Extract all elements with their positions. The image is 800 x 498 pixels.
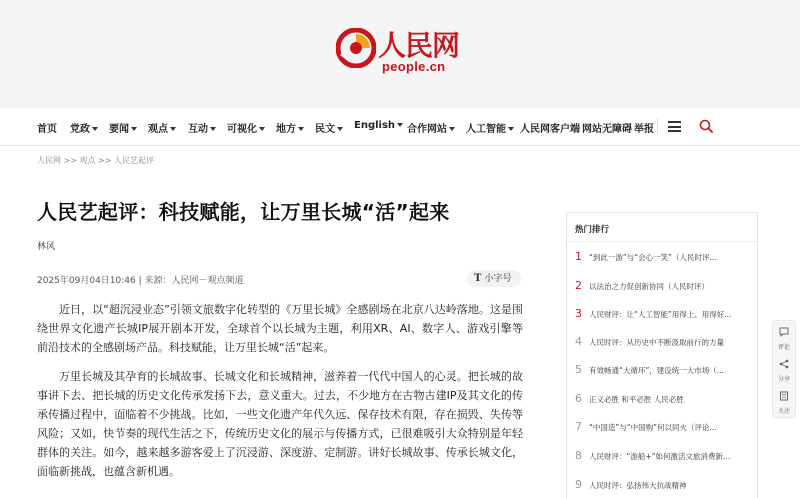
logo-text-en: people.cn (382, 59, 446, 74)
nav-item-interaction[interactable]: 互动 (188, 120, 216, 135)
hot-ranking-panel (566, 212, 758, 498)
font-size-toggle-button[interactable] (467, 270, 521, 287)
search-icon[interactable] (699, 119, 713, 133)
nav-item-report[interactable]: 举报 (634, 124, 654, 135)
nav-item-english[interactable]: English (354, 120, 403, 131)
hot-item[interactable]: 2 以法治之力促创新协同（人民时评） (575, 279, 709, 292)
chevron-down-icon (131, 127, 137, 131)
people-logo[interactable] (336, 22, 466, 80)
hot-item[interactable]: 4 人民时评：从历史中不断汲取前行的力量 (575, 335, 724, 348)
chevron-down-icon (397, 123, 403, 127)
hot-ranking-title: 热门排行 (575, 225, 610, 235)
follow-icon (779, 391, 789, 401)
side-toolbar (772, 320, 796, 418)
article-paragraph: 近日，以“超沉浸业态”引领文旅数字化转型的《万里长城》全感剧场在北京八达岭落地。这是围绕世界文化遗产长城IP展开剧本开发，全球首个以长城为主题，利用XR、AI、数字人、游戏引擎等前沿技术的全感剧场产品。科技赋能，让万里长城“活”起来。 (37, 303, 523, 354)
chevron-down-icon (210, 127, 216, 131)
chevron-down-icon (92, 127, 98, 131)
chevron-down-icon (259, 127, 265, 131)
hot-item[interactable]: 6 正义必胜 和平必胜 人民必胜 (575, 392, 684, 405)
logo-text-cn: 人民网 (378, 29, 460, 62)
hot-item[interactable]: 8 人民财评：“游船+”如何激活文旅消费新... (575, 449, 731, 462)
text-size-icon: T (474, 273, 482, 284)
hamburger-menu-icon[interactable] (668, 121, 681, 132)
nav-item-news[interactable]: 要闻 (109, 120, 137, 135)
chevron-down-icon (337, 127, 343, 131)
comment-icon (779, 327, 789, 337)
nav-item-partners[interactable]: 合作网站 (407, 120, 455, 135)
chevron-down-icon (449, 127, 455, 131)
nav-item-opinion[interactable]: 观点 (148, 120, 176, 135)
nav-item-visual[interactable]: 可视化 (227, 120, 265, 135)
nav-item-home[interactable]: 首页 (37, 124, 57, 135)
hot-item[interactable]: 5 有效畅通“大循环”，建设统一大市场（... (575, 363, 724, 376)
hot-item[interactable]: 3 人民财评：让“人工智能”用得上、用得好... (575, 307, 732, 320)
article-title: 人民艺起评：科技赋能，让万里长城“活”起来 (37, 200, 450, 224)
article-body (37, 300, 523, 491)
divider (567, 241, 757, 242)
nav-item-ai[interactable]: 人工智能 (466, 120, 514, 135)
hot-item[interactable]: 1 “到此一游”与“会心一笑”（人民时评... (575, 250, 717, 263)
follow-button[interactable]: 关注 (773, 387, 795, 417)
share-button[interactable]: 分享 (773, 355, 795, 385)
hot-item[interactable]: 7 “中国造”与“中国购”何以同火（评论... (575, 420, 717, 433)
chevron-down-icon (170, 127, 176, 131)
nav-item-accessibility[interactable]: 网站无障碍 (582, 124, 632, 135)
logo-swirl-icon (336, 28, 376, 68)
article-author: 林风 (37, 242, 56, 252)
comment-button[interactable]: 评论 (773, 323, 795, 353)
chevron-down-icon (298, 127, 304, 131)
nav-divider (657, 118, 658, 134)
breadcrumb[interactable]: 人民网 >> 观点 >> 人民艺起评 (37, 156, 154, 165)
nav-item-client[interactable]: 人民网客户端 (520, 124, 580, 135)
share-icon (779, 359, 789, 369)
hot-item[interactable]: 9 人民时评：弘扬伟大抗战精神 (575, 478, 687, 491)
logo-band (0, 0, 800, 108)
chevron-down-icon (508, 127, 514, 131)
article-meta: 2025年09月04日10:46 | 来源：人民网－观点频道 (37, 276, 244, 286)
font-size-toggle-label: 小字号 (484, 274, 512, 284)
nav-item-minority[interactable]: 民文 (315, 120, 343, 135)
nav-item-local[interactable]: 地方 (276, 120, 304, 135)
article-paragraph: 万里长城及其孕育的长城故事、长城文化和长城精神，滋养着一代代中国人的心灵。把长城的故事讲下去、把长城的历史文化传承发扬下去，意义重大。过去，不少地方在古物古建IP及其文化的传承传播过程中，面临着不少挑战。比如，一些文化遗产年代久远、保存技术有限，存在损毁、失传等风险；又如，快节奏的现代生活之下，传统历史文化的展示与传播方式，已很难吸引大众特别是年轻群体的关注。如今，越来越多游客爱上了沉浸游、深度游、定制游。讲好长城故事、传承长城文化，面临新挑战，也蕴含新机遇。 (37, 370, 523, 478)
nav-item-politics[interactable]: 党政 (70, 120, 98, 135)
